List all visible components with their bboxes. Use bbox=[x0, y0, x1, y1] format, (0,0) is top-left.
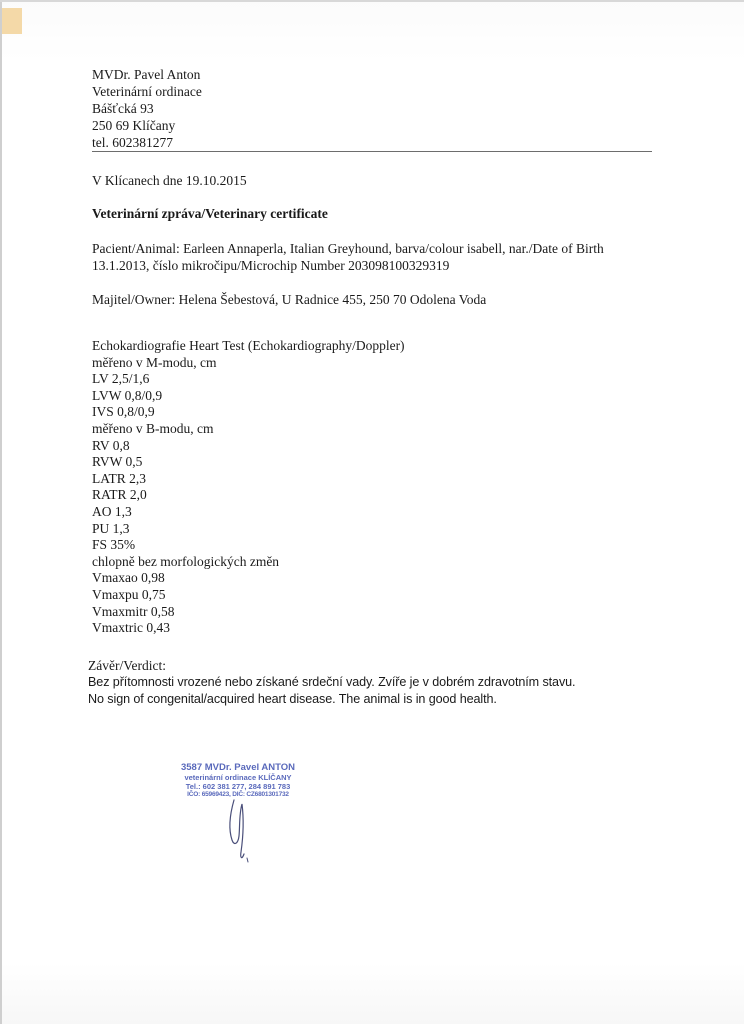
measurement-line: RVW 0,5 bbox=[92, 454, 143, 470]
measurement-line: Vmaxpu 0,75 bbox=[92, 586, 166, 602]
measurement-line: měřeno v M-modu, cm bbox=[92, 354, 217, 370]
date-line: V Klícanech dne 19.10.2015 bbox=[92, 173, 247, 188]
verdict-section bbox=[88, 657, 575, 708]
measurement-line: Vmaxtric 0,43 bbox=[92, 620, 170, 636]
measurement-line: chlopně bez morfologických změn bbox=[92, 553, 280, 569]
verdict-heading: Závěr/Verdict: bbox=[88, 658, 166, 673]
verdict-czech: Bez přítomnosti vrozené nebo získané srdeční vady. Zvíře je v dobrém zdravotním stavu. bbox=[88, 675, 576, 689]
measurement-line: Echokardiografie Heart Test (Echokardiography/Doppler) bbox=[92, 338, 405, 353]
measurements-list bbox=[92, 338, 405, 637]
stamp-line-2: veterinární ordinace KLÍČANY bbox=[184, 773, 292, 782]
stamp-line-4: IČO: 65969423, DIČ: CZ6801301732 bbox=[187, 791, 289, 798]
vet-street: Bášťcká 93 bbox=[92, 101, 154, 116]
measurement-line: LV 2,5/1,6 bbox=[92, 371, 150, 387]
measurement-line: RV 0,8 bbox=[92, 437, 130, 453]
measurement-line: RATR 2,0 bbox=[92, 487, 147, 503]
header-divider bbox=[92, 151, 652, 152]
vet-phone: tel. 602381277 bbox=[92, 135, 173, 150]
vet-city: 250 69 Klíčany bbox=[92, 118, 176, 133]
measurement-line: měřeno v B-modu, cm bbox=[92, 420, 214, 436]
measurement-line: FS 35% bbox=[92, 537, 136, 553]
letterhead bbox=[92, 66, 202, 151]
measurement-line: Vmaxmitr 0,58 bbox=[92, 603, 175, 619]
vet-name: MVDr. Pavel Anton bbox=[92, 67, 201, 82]
stamp-line-1: 3587 MVDr. Pavel ANTON bbox=[180, 762, 296, 773]
vet-office: Veterinární ordinace bbox=[92, 84, 202, 99]
measurement-line: Vmaxao 0,98 bbox=[92, 570, 165, 586]
measurement-line: LVW 0,8/0,9 bbox=[92, 387, 163, 403]
stamp-line-3: Tel.: 602 381 277, 284 891 783 bbox=[185, 782, 291, 791]
measurement-line: PU 1,3 bbox=[92, 520, 130, 536]
measurement-line: LATR 2,3 bbox=[92, 470, 146, 486]
measurement-line: IVS 0,8/0,9 bbox=[92, 404, 155, 420]
patient-line-2: 13.1.2013, číslo mikročipu/Microchip Number 203098100329319 bbox=[92, 258, 450, 273]
corner-tab bbox=[0, 8, 22, 34]
handwritten-signature bbox=[222, 794, 262, 864]
patient-line-1: Pacient/Animal: Earleen Annaperla, Italian Greyhound, barva/colour isabell, nar./Date of Birth bbox=[92, 241, 604, 256]
scan-top-edge bbox=[0, 0, 744, 2]
verdict-english: No sign of congenital/acquired heart disease. The animal is in good health. bbox=[88, 692, 497, 706]
measurement-line: AO 1,3 bbox=[92, 503, 132, 519]
document-title: Veterinární zpráva/Veterinary certificate bbox=[92, 206, 328, 221]
owner-info: Majitel/Owner: Helena Šebestová, U Radnice 455, 250 70 Odolena Voda bbox=[92, 292, 487, 307]
patient-info bbox=[92, 240, 604, 274]
scan-left-edge bbox=[0, 0, 2, 1024]
